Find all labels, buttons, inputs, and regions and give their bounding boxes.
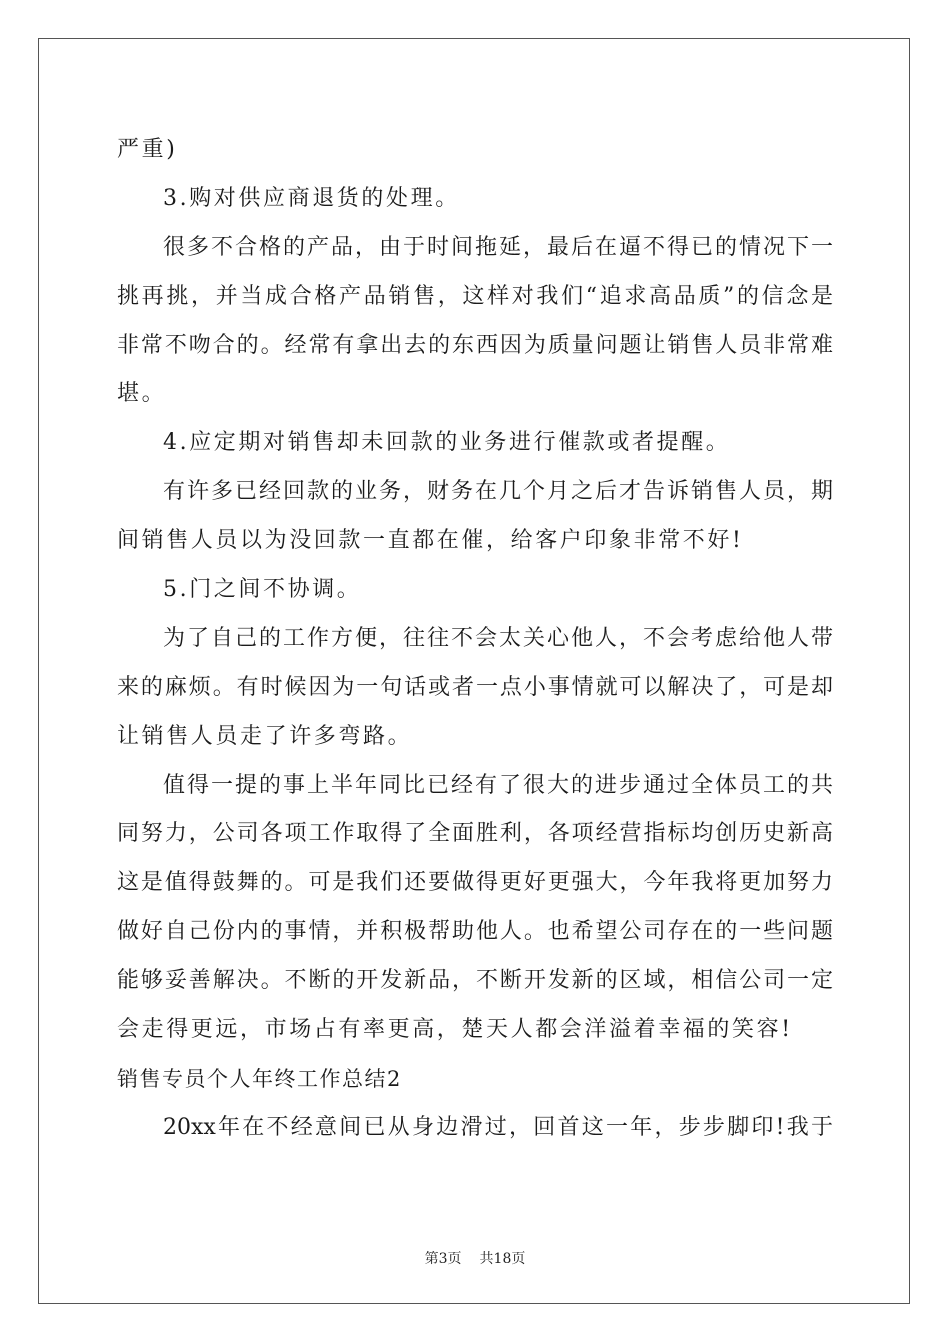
paragraph-line: 3.购对供应商退货的处理。 [163,185,460,211]
page-footer [0,1248,950,1268]
paragraph-line: 值得一提的事上半年同比已经有了很大的进步通过全体员工的共 [163,772,833,798]
paragraph-line: 会走得更远，市场占有率更高，楚天人都会洋溢着幸福的笑容! [117,1017,793,1043]
paragraph-lines [117,126,833,1055]
paragraph-line: 很多不合格的产品，由于时间拖延，最后在逼不得已的情况下一 [163,234,833,260]
paragraph-line: 间销售人员以为没回款一直都在催，给客户印象非常不好! [117,528,744,554]
paragraph-line: 能够妥善解决。不断的开发新品，不断开发新的区域，相信公司一定 [117,968,833,994]
paragraph-line: 为了自己的工作方便，往往不会太关心他人，不会考虑给他人带 [163,625,833,651]
page-total: 共18页 [479,1251,526,1267]
paragraph-line: 严重) [117,137,178,162]
paragraph-line: 非常不吻合的。经常有拿出去的东西因为质量问题让销售人员非常难 [117,332,833,358]
paragraph-line: 20xx年在不经意间已从身边滑过，回首这一年，步步脚印!我于 [163,1114,833,1140]
paragraph-line: 5.门之间不协调。 [163,577,362,603]
section-heading: 销售专员个人年终工作总结2 [117,1066,402,1091]
paragraph-line: 4.应定期对销售却未回款的业务进行催款或者提醒。 [163,430,731,456]
paragraph-line: 同努力，公司各项工作取得了全面胜利，各项经营指标均创历史新高 [117,821,833,847]
page-number: 第3页 [424,1251,462,1267]
paragraph-line: 有许多已经回款的业务，财务在几个月之后才告诉销售人员，期 [163,479,833,505]
paragraph-line: 来的麻烦。有时候因为一句话或者一点小事情就可以解决了，可是却 [117,674,833,700]
paragraph-line: 这是值得鼓舞的。可是我们还要做得更好更强大，今年我将更加努力 [117,870,833,896]
paragraph-line: 挑再挑，并当成合格产品销售，这样对我们“追求高品质”的信念是 [117,283,833,309]
paragraph-line: 让销售人员走了许多弯路。 [117,723,413,749]
paragraph-line: 做好自己份内的事情，并积极帮助他人。也希望公司存在的一些问题 [117,919,833,945]
document-body [117,126,833,1153]
paragraph-line: 堪。 [117,381,167,407]
